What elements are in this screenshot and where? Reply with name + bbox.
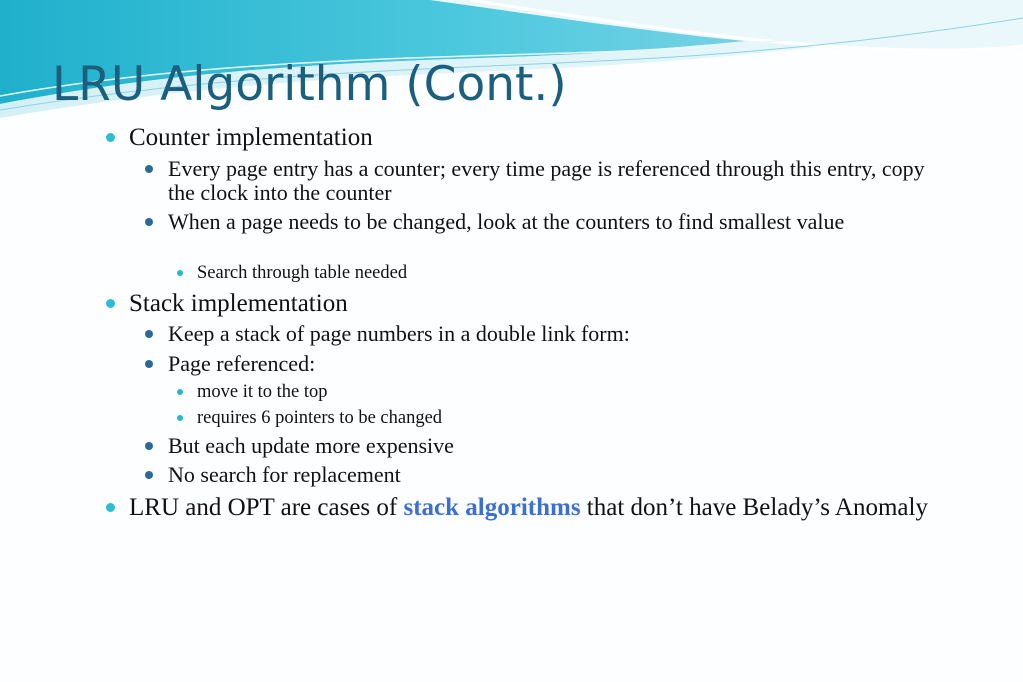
slide-title: LRU Algorithm (Cont.) xyxy=(52,57,567,112)
bullet-no-search xyxy=(168,463,938,487)
bullet-text: When a page needs to be changed, look at the counters to find smallest value xyxy=(168,209,845,234)
bullet-when-page-changed xyxy=(168,210,938,234)
bullet-text: Every page entry has a counter; every time page is referenced through this entry, copy the clock into the counter xyxy=(168,156,925,205)
bullet-dot-icon xyxy=(145,360,153,368)
bullet-dot-icon xyxy=(177,389,183,395)
bullet-dot-icon xyxy=(177,270,183,276)
bullet-page-referenced xyxy=(168,352,938,376)
text-after-highlight: that don’t have Belady’s Anomaly xyxy=(580,494,928,521)
bullet-dot-icon xyxy=(145,218,153,226)
bullet-text: Search through table needed xyxy=(197,263,408,283)
bullet-dot-icon xyxy=(106,133,115,142)
bullet-text: Stack implementation xyxy=(129,290,348,317)
bullet-lru-opt-stack-algorithms xyxy=(129,494,959,521)
bullet-dot-icon xyxy=(145,165,153,173)
bullet-text: But each update more expensive xyxy=(168,433,454,458)
bullet-update-expensive xyxy=(168,434,938,458)
bullet-text: requires 6 pointers to be changed xyxy=(197,408,443,428)
bullet-dot-icon xyxy=(177,415,183,421)
bullet-dot-icon xyxy=(106,503,115,512)
bullet-counter-implementation xyxy=(129,124,959,151)
bullet-every-page-entry xyxy=(168,157,938,205)
bullet-text: No search for replacement xyxy=(168,462,401,487)
bullet-six-pointers xyxy=(197,407,917,429)
bullet-search-table xyxy=(197,262,917,284)
bullet-dot-icon xyxy=(145,442,153,450)
bullet-move-to-top xyxy=(197,381,917,403)
bullet-text: Keep a stack of page numbers in a double link form: xyxy=(168,321,630,346)
bullet-keep-stack xyxy=(168,322,938,346)
stack-algorithms-highlight: stack algorithms xyxy=(403,494,581,521)
bullet-text xyxy=(129,494,928,521)
bullet-dot-icon xyxy=(145,471,153,479)
bullet-text: Counter implementation xyxy=(129,124,373,151)
bullet-dot-icon xyxy=(106,299,115,308)
bullet-stack-implementation xyxy=(129,290,959,317)
bullet-dot-icon xyxy=(145,330,153,338)
bullet-text: move it to the top xyxy=(197,382,328,402)
text-before-highlight: LRU and OPT are cases of xyxy=(129,494,404,521)
bullet-text: Page referenced: xyxy=(168,351,316,376)
